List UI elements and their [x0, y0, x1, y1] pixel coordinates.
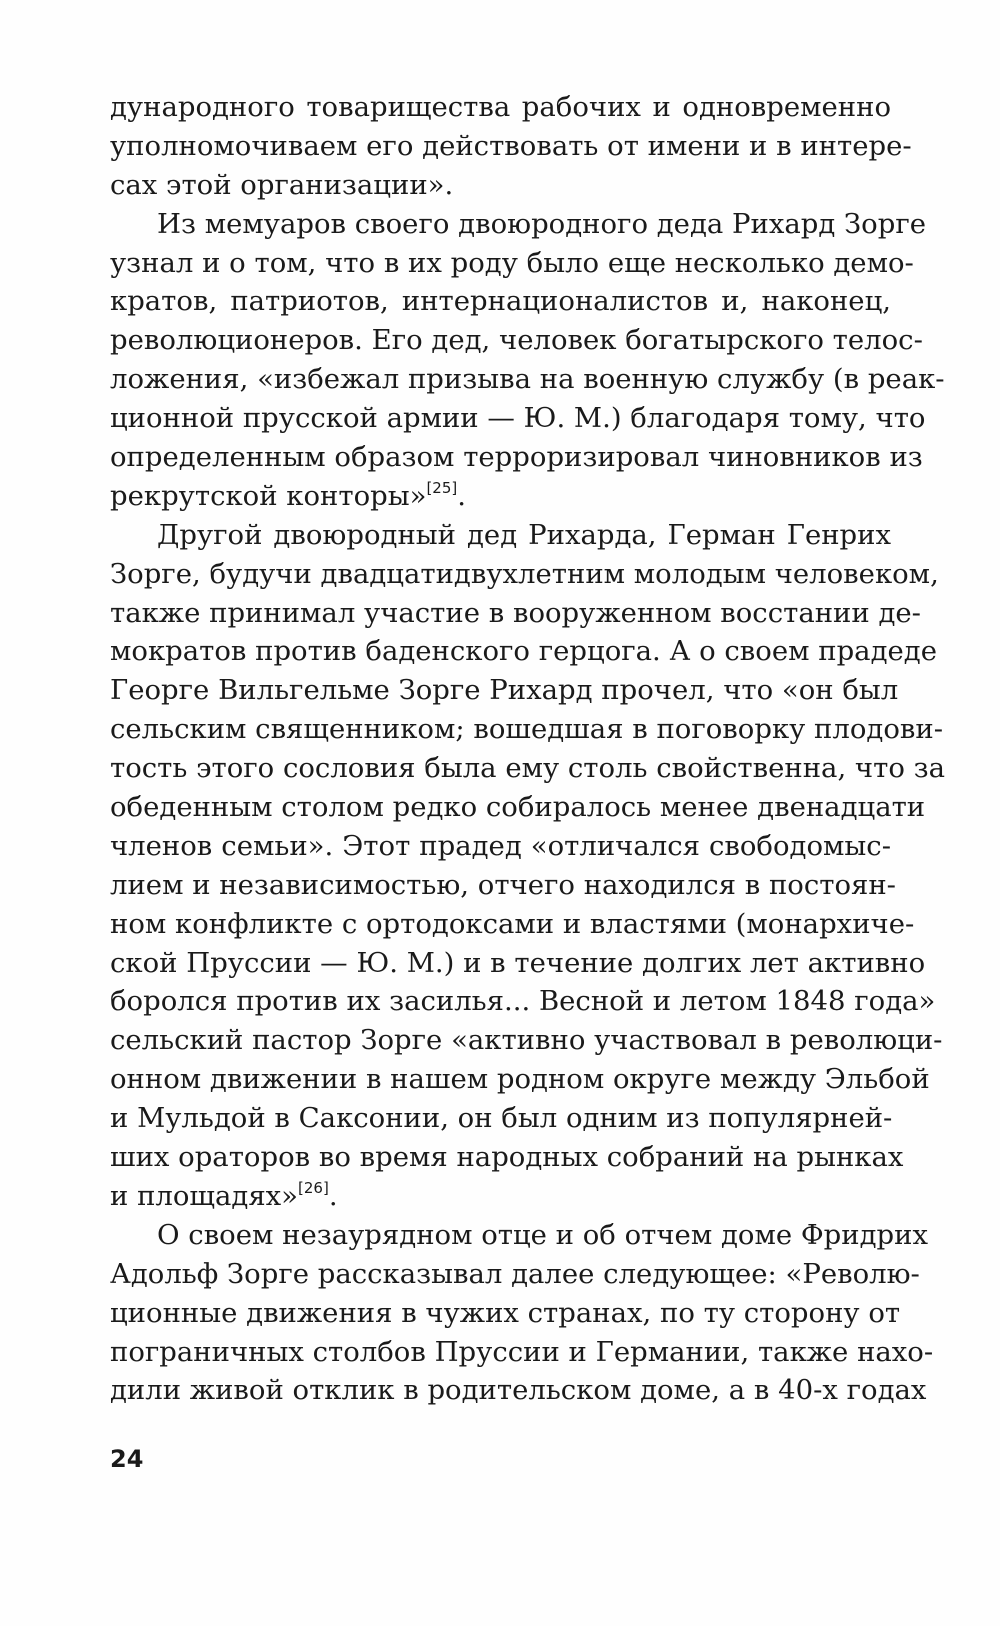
text-segment: .: [457, 479, 466, 512]
text-segment: дународного товарищества рабочих и одновременно: [110, 91, 891, 123]
text-line: [110, 244, 914, 283]
text-line: [110, 1099, 891, 1138]
text-line: [110, 982, 936, 1021]
text-segment: Зорге, будучи двадцатидвухлетним молодым человеком,: [110, 557, 939, 590]
text-line: [110, 1177, 891, 1216]
text-segment: обеденным столом редко собиралось менее двенадцати: [110, 791, 926, 824]
text-segment: уполномочиваем его действовать от имени и в интере-: [110, 129, 912, 162]
text-segment: лием и независимостью, отчего находился в постоян-: [110, 868, 896, 901]
text-line: [110, 205, 927, 244]
text-line: [110, 1060, 930, 1099]
text-segment: также принимал участие в вооруженном восстании де-: [110, 596, 921, 629]
text-line: [110, 671, 899, 710]
text-line: [110, 1371, 927, 1410]
text-segment: сах этой организации».: [110, 168, 454, 201]
footnote-ref: [26]: [298, 1178, 329, 1197]
text-line: [110, 516, 891, 555]
text-line: [110, 399, 926, 438]
text-line: [110, 632, 937, 671]
text-segment: дили живой отклик в родительском доме, а в 40-х годах: [110, 1374, 927, 1407]
text-segment: сельский пастор Зорге «активно участвовал в революци-: [110, 1024, 943, 1057]
text-segment: узнал и о том, что в их роду было еще несколько демо-: [110, 246, 914, 279]
text-line: [110, 321, 923, 360]
text-segment: кратов, патриотов, интернационалистов и, наконец,: [110, 285, 891, 318]
text-line: [110, 555, 939, 594]
text-line: [110, 1294, 901, 1333]
text-segment: ционные движения в чужих странах, по ту сторону от: [110, 1296, 901, 1329]
text-segment: ской Пруссии —: [110, 946, 357, 979]
text-line: [110, 1138, 904, 1177]
footnote-ref: [25]: [426, 478, 458, 497]
text-segment: ) благодаря тому, что: [610, 402, 926, 435]
text-segment: .: [328, 1179, 338, 1212]
body-text: [110, 88, 946, 1410]
text-line: [110, 282, 891, 321]
text-segment: ших ораторов во время народных собраний на рынках: [110, 1141, 904, 1174]
text-line: [110, 166, 891, 205]
text-segment: рекрутской конторы»: [110, 479, 427, 512]
text-segment: боролся против их засилья... Весной и летом 1848 года»: [110, 985, 936, 1018]
author-initials: Ю. М.: [356, 946, 444, 979]
text-line: [110, 127, 912, 166]
text-segment: и площадях»: [110, 1179, 299, 1212]
text-segment: ном конфликте с ортодоксами и властями (монархиче-: [110, 907, 915, 940]
text-line: [110, 1255, 920, 1294]
text-segment: пограничных столбов Пруссии и Германии, также нахо-: [110, 1335, 934, 1368]
text-line: [110, 360, 945, 399]
page-number: 24: [110, 1445, 144, 1473]
text-segment: и Мульдой в Саксонии, он был одним из популярней-: [110, 1102, 893, 1135]
text-segment: ) и в течение долгих лет активно: [443, 946, 926, 979]
paragraph: [110, 516, 946, 1216]
text-line: [110, 866, 896, 905]
text-segment: сельским священником; вошедшая в поговорку плодови-: [110, 713, 944, 746]
paragraph: [110, 1216, 934, 1410]
text-line: [110, 477, 891, 516]
text-segment: тость этого сословия была ему столь свойственна, что за: [110, 752, 946, 785]
paragraph: [110, 88, 912, 205]
text-segment: ционной прусской армии —: [110, 402, 524, 435]
text-line: [110, 749, 946, 788]
text-line: [110, 438, 923, 477]
text-line: [110, 1333, 934, 1372]
text-line: [110, 710, 944, 749]
text-segment: ложения, «избежал призыва на военную службу (в реак-: [110, 363, 945, 396]
text-segment: Георге Вильгельме Зорге Рихард прочел, что «он был: [110, 674, 899, 707]
text-segment: О своем незаурядном отце и об отчем доме Фридрих: [157, 1218, 928, 1251]
text-line: [110, 1021, 943, 1060]
paragraph: [110, 205, 945, 516]
text-line: [110, 827, 891, 866]
text-line: [110, 788, 926, 827]
text-line: [110, 594, 921, 633]
text-line: [110, 905, 915, 944]
text-line: [110, 88, 891, 127]
text-segment: онном движении в нашем родном округе между Эльбой: [110, 1063, 930, 1096]
text-segment: Из мемуаров своего двоюродного деда Рихард Зорге: [157, 207, 927, 240]
text-line: [110, 1216, 928, 1255]
text-segment: Адольф Зорге рассказывал далее следующее: «Револю-: [110, 1257, 920, 1290]
text-segment: определенным образом терроризировал чиновников из: [110, 441, 923, 474]
text-segment: членов семьи». Этот прадед «отличался свободомыс-: [110, 829, 891, 862]
text-segment: революционеров. Его дед, человек богатырского телос-: [110, 324, 923, 357]
text-segment: Другой двоюродный дед Рихарда, Герман Генрих: [157, 518, 891, 551]
text-line: [110, 944, 926, 983]
text-segment: мократов против баденского герцога. А о своем прадеде: [110, 635, 937, 668]
author-initials: Ю. М.: [523, 402, 611, 435]
